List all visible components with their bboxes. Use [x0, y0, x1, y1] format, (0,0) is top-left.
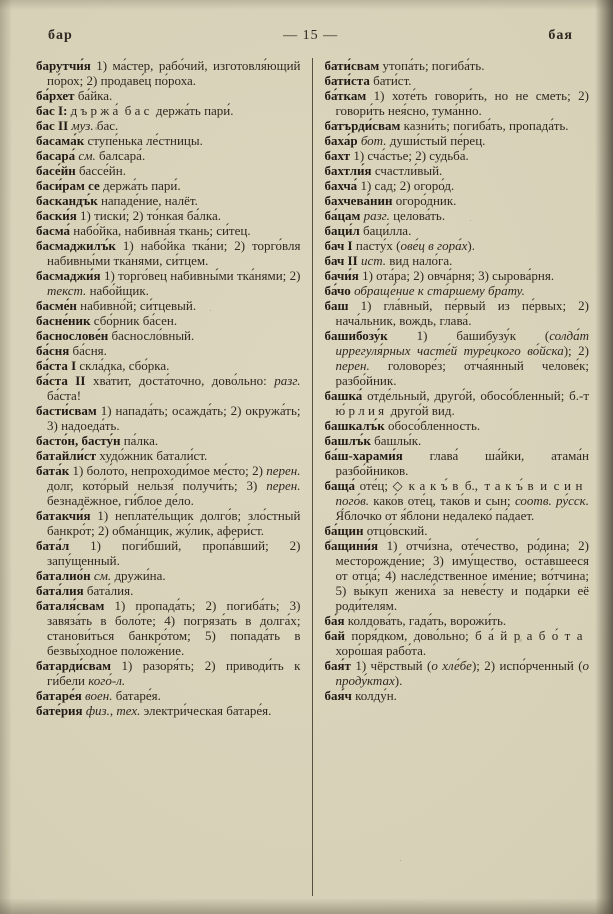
- dictionary-entry: башлъ́к башлы́к.: [324, 433, 422, 448]
- entry-headword: басмаджи́я: [36, 268, 101, 283]
- dictionary-entry: ба́сня ба́сня.: [36, 343, 107, 358]
- page-edge-shadow-right: [595, 0, 613, 914]
- header-keyword-left: бар: [48, 28, 73, 43]
- entry-headword: басмаджилъ́к: [36, 238, 116, 253]
- dictionary-entry: басма́ набо́йка, набивна́я ткань; си́тец.: [36, 223, 251, 238]
- entry-headword: ба́ста I: [36, 358, 77, 373]
- entry-headword: башлъ́к: [324, 433, 371, 448]
- usage-label: см.: [78, 148, 96, 163]
- dictionary-entry: бач I пасту́х (ове́ц в гора́х).: [324, 238, 475, 253]
- dictionary-entry: баталя́свам 1) пропада́ть; 2) погиба́ть; 3) завяза́ть в боло́те; 4) погряза́ть в долга́х; станови́ться банкро́том; 5) попада́ть в безвы́ходное положе́ние.: [36, 598, 301, 658]
- entry-headword: баща́: [324, 478, 355, 493]
- dictionary-entry: басама́к ступе́нька ле́стницы.: [36, 133, 203, 148]
- dictionary-entry: [325, 283, 590, 298]
- dictionary-entry: батърди́свам казни́ть; погиба́ть, пропада́ть.: [324, 118, 569, 133]
- dictionary-entry: бахчева́нин огоро́дник.: [324, 193, 457, 208]
- entry-headword: ба́ш-харами́я: [324, 448, 403, 463]
- entry-headword: бач I: [324, 238, 353, 253]
- entry-headword: башкалъ́к: [324, 418, 385, 433]
- dictionary-entry: бати́свам утопа́ть; погиба́ть.: [324, 58, 485, 73]
- entry-headword: ба́я: [324, 613, 345, 628]
- entry-headword: ба́рхет: [36, 88, 75, 103]
- usage-label: соотв. ру́сск.: [514, 493, 589, 508]
- entry-headword: бая́т: [324, 658, 351, 673]
- usage-label: текст.: [47, 283, 87, 298]
- usage-label: ист.: [360, 253, 387, 268]
- entry-headword: бай: [324, 628, 345, 643]
- usage-label: ове́ц в гора́х: [400, 238, 468, 253]
- entry-headword: ба́ста II: [36, 373, 86, 388]
- dictionary-entry: баски́я 1) тиски́; 2) то́нкая ба́лка.: [36, 208, 221, 223]
- entry-headword: бати́ста: [324, 73, 370, 88]
- entry-headword: бачи́я: [324, 268, 359, 283]
- entry-headword: батаре́я: [36, 688, 82, 703]
- usage-label: солда́т иррегуля́рных часте́й туре́цкого во́йска: [335, 328, 589, 358]
- usage-label: физ., тех.: [85, 703, 141, 718]
- dictionary-entry: ба́ткам 1) хоте́ть говори́ть, но не сметь; 2) говори́ть нея́сно, тума́нно.: [324, 88, 590, 118]
- usage-label: о хле́бе: [431, 658, 472, 673]
- entry-headword: бате́рия: [36, 703, 83, 718]
- dictionary-entry: ба́я колдова́ть, гада́ть, ворожи́ть.: [324, 613, 507, 628]
- entry-headword: ба́цам: [324, 208, 361, 223]
- dictionary-entry: баха́р бот. души́стый пе́рец.: [324, 133, 486, 148]
- paper-specks: [0, 0, 1, 1]
- dictionary-entry: бас I: д ъ р ж а́ б а с держа́ть пари́.: [36, 103, 234, 118]
- dictionary-entry: бащини́я 1) отчи́зна, оте́чество, ро́дина; 2) месторожде́ние; 3) иму́щество, оста́вшееся от отца́; 4) насле́дственное име́ние; во́тчина; 5) вы́куп жениха́ за неве́сту и пода́рки её роди́телям.: [324, 538, 589, 613]
- entry-headword: басне́ник: [36, 313, 91, 328]
- page-number: — 15 —: [283, 28, 339, 43]
- entry-headword: ба́ткам: [324, 88, 367, 103]
- dictionary-entry: басмаджи́я 1) торго́вец набивны́ми тка́нями; 2) текст. набо́йщик.: [36, 268, 301, 298]
- dictionary-entry: ба́ш-харами́я глава́ ша́йки, атама́н разбо́йников.: [324, 448, 590, 478]
- text-columns: [36, 58, 589, 896]
- entry-headword: бата́к: [36, 463, 70, 478]
- usage-label: перен.: [335, 358, 370, 373]
- entry-headword: баш: [324, 298, 349, 313]
- dictionary-entry: башка́ отде́льный, друго́й, обосо́бленный; б.-т ю́ р л и я друго́й вид.: [324, 388, 589, 418]
- entry-headword: батайли́ст: [36, 448, 97, 463]
- dictionary-entry: бас II муз. бас.: [36, 118, 119, 133]
- usage-label: пого́в.: [335, 493, 369, 508]
- dictionary-entry: бахча́ 1) сад; 2) огоро́д.: [324, 178, 455, 193]
- usage-label: муз.: [71, 118, 94, 133]
- entry-headword: бахт: [324, 148, 351, 163]
- entry-headword: бас II: [36, 118, 69, 133]
- entry-headword: ба́чо: [324, 283, 351, 298]
- usage-label: бот.: [360, 133, 387, 148]
- entry-headword: баски́я: [36, 208, 77, 223]
- dictionary-entry: басне́ник сбо́рник ба́сен.: [36, 313, 178, 328]
- entry-headword: баталя́свам: [36, 598, 105, 613]
- entry-headword: бахтли́я: [324, 163, 372, 178]
- dictionary-entry: басме́н набивно́й; си́тцевый.: [36, 298, 197, 313]
- entry-headword: баха́р: [324, 133, 358, 148]
- entry-headword: басара́: [36, 148, 76, 163]
- dictionary-entry: бая́т 1) чёрствый (о хле́бе); 2) испо́рченный (о проду́ктах).: [324, 658, 590, 688]
- entry-headword: басма́: [36, 223, 71, 238]
- dictionary-entry: батарди́свам 1) разоря́ть; 2) приводи́ть к ги́бели кого́-л.: [36, 658, 301, 688]
- dictionary-entry: ба́ста II хва́тит, доста́точно, дово́льно: разг. ба́ста!: [36, 373, 301, 403]
- usage-label: разг.: [363, 208, 390, 223]
- dictionary-entry: басто́н, басту́н па́лка.: [36, 433, 159, 448]
- dictionary-entry: баси́рам се держа́ть пари́.: [36, 178, 181, 193]
- page-header: [48, 28, 573, 44]
- entry-headword: бач II: [324, 253, 358, 268]
- dictionary-entry: баталио́н см. дружи́на.: [36, 568, 166, 583]
- entry-headword: басто́н, басту́н: [36, 433, 121, 448]
- dictionary-entry: бата́лия бата́лия.: [36, 583, 134, 598]
- header-keyword-right: бая: [548, 28, 573, 43]
- dictionary-entry: бахт 1) сча́стье; 2) судьба́.: [324, 148, 469, 163]
- usage-label: воен.: [85, 688, 113, 703]
- entry-headword: бата́лия: [36, 583, 84, 598]
- entry-headword: баскандъ́к: [36, 193, 98, 208]
- entry-headword: басме́н: [36, 298, 77, 313]
- entry-headword: башибозу́к: [324, 328, 388, 343]
- dictionary-entry: баща́ оте́ц; ◇ к а к ъ́ в б., т а к ъ́ в и с и н пого́в. како́в оте́ц, тако́в и сын; соотв. ру́сск. Я́блочко от я́блони недалеко́ па́дает.: [324, 478, 590, 523]
- dictionary-entry: бач II ист. вид нало́га.: [324, 253, 453, 268]
- dictionary-entry: батакчи́я 1) неплате́льщик долго́в; зло́стный банкро́т; 2) обма́нщик, жу́лик, афери́ст.: [36, 508, 301, 538]
- entry-headword: бати́свам: [324, 58, 380, 73]
- usage-label: обраще́ние к ста́ршему бра́ту.: [354, 283, 525, 298]
- usage-label: кого́-л.: [88, 673, 126, 688]
- entry-headword: басти́свам: [36, 403, 97, 418]
- entry-headword: батарди́свам: [36, 658, 111, 673]
- entry-headword: баснослове́н: [36, 328, 109, 343]
- page-edge-shadow-bottom: [0, 898, 613, 914]
- usage-label: разг.: [274, 373, 301, 388]
- dictionary-entry: бай поря́дком, дово́льно; б а́ й р а б о́ т а хоро́шая рабо́та.: [324, 628, 589, 658]
- entry-headword: барутчи́я: [36, 58, 91, 73]
- dictionary-entry: бачи́я 1) ота́ра; 2) овча́рня; 3) сырова́рня.: [324, 268, 555, 283]
- entry-headword: бахчева́нин: [324, 193, 393, 208]
- entry-headword: басама́к: [36, 133, 85, 148]
- dictionary-entry: баснослове́н басносло́вный.: [36, 328, 195, 343]
- entry-headword: батърди́свам: [324, 118, 401, 133]
- entry-headword: баци́л: [324, 223, 360, 238]
- page-edge-shadow-left: [0, 0, 12, 914]
- entry-headword: ба́сня: [36, 343, 70, 358]
- dictionary-entry: башибозу́к 1) башибузу́к (солда́т иррегуля́рных часте́й туре́цкого во́йска); 2) перен. головоре́з; отча́янный челове́к; разбо́йник.: [324, 328, 589, 388]
- dictionary-entry: баци́л баци́лла.: [324, 223, 412, 238]
- dictionary-entry: басара́ см. балсара́.: [36, 148, 146, 163]
- page-edge-shadow-top: [0, 0, 613, 10]
- entry-headword: батакчи́я: [36, 508, 91, 523]
- dictionary-entry: басе́йн бассе́йн.: [36, 163, 126, 178]
- left-column: [36, 58, 312, 896]
- dictionary-entry: барутчи́я 1) ма́стер, рабо́чий, изготовля́ющий по́рох; 2) продаве́ц по́роха.: [36, 58, 301, 88]
- dictionary-entry: батайли́ст худо́жник батали́ст.: [36, 448, 208, 463]
- entry-headword: бата́л: [36, 538, 70, 553]
- dictionary-entry: басмаджилъ́к 1) набо́йка тка́ни; 2) торго́вля набивны́ми тка́нями, си́тцем.: [36, 238, 301, 268]
- dictionary-entry: ба́цам разг. целова́ть.: [324, 208, 446, 223]
- entry-headword: бахча́: [324, 178, 358, 193]
- entry-headword: баталио́н: [36, 568, 91, 583]
- entry-headword: ба́щин: [324, 523, 364, 538]
- entry-headword: бая́ч: [324, 688, 352, 703]
- dictionary-entry: баш 1) гла́вный, пе́рвый из пе́рвых; 2) нача́льник, вождь, глава́.: [324, 298, 590, 328]
- entry-headword: бащини́я: [324, 538, 378, 553]
- dictionary-entry: басти́свам 1) напада́ть; осажда́ть; 2) окружа́ть; 3) надоеда́ть.: [36, 403, 301, 433]
- dictionary-entry: бахтли́я счастли́вый.: [324, 163, 443, 178]
- right-column: [313, 58, 590, 896]
- dictionary-entry: баскандъ́к нападе́ние, налёт.: [36, 193, 198, 208]
- usage-label: о проду́ктах: [335, 658, 590, 688]
- dictionary-entry: ба́рхет ба́йка.: [36, 88, 113, 103]
- entry-headword: басе́йн: [36, 163, 76, 178]
- dictionary-entry: батаре́я воен. батаре́я.: [36, 688, 161, 703]
- dictionary-entry: бати́ста бати́ст.: [324, 73, 412, 88]
- dictionary-entry: ба́щин отцо́вский.: [324, 523, 428, 538]
- usage-label: перен.: [266, 478, 301, 493]
- dictionary-entry: бата́л 1) поги́бший, пропа́вший; 2) запу́щенный.: [36, 538, 301, 568]
- dictionary-entry: бая́ч колду́н.: [324, 688, 397, 703]
- entry-headword: баси́рам се: [36, 178, 100, 193]
- dictionary-entry: башкалъ́к обосо́бленность.: [324, 418, 481, 433]
- usage-label: см.: [93, 568, 112, 583]
- dictionary-entry: бате́рия физ., тех. электри́ческая батаре́я.: [36, 703, 272, 718]
- dictionary-entry: бата́к 1) боло́то, непроходи́мое ме́сто; 2) перен. долг, кото́рый нельзя́ получи́ть; 3) перен. безнадёжное, ги́блое де́ло.: [36, 463, 301, 508]
- dictionary-entry: ба́ста I скла́дка, сбо́рка.: [36, 358, 170, 373]
- entry-headword: башка́: [324, 388, 363, 403]
- entry-headword: бас I:: [36, 103, 68, 118]
- usage-label: перен.: [266, 463, 301, 478]
